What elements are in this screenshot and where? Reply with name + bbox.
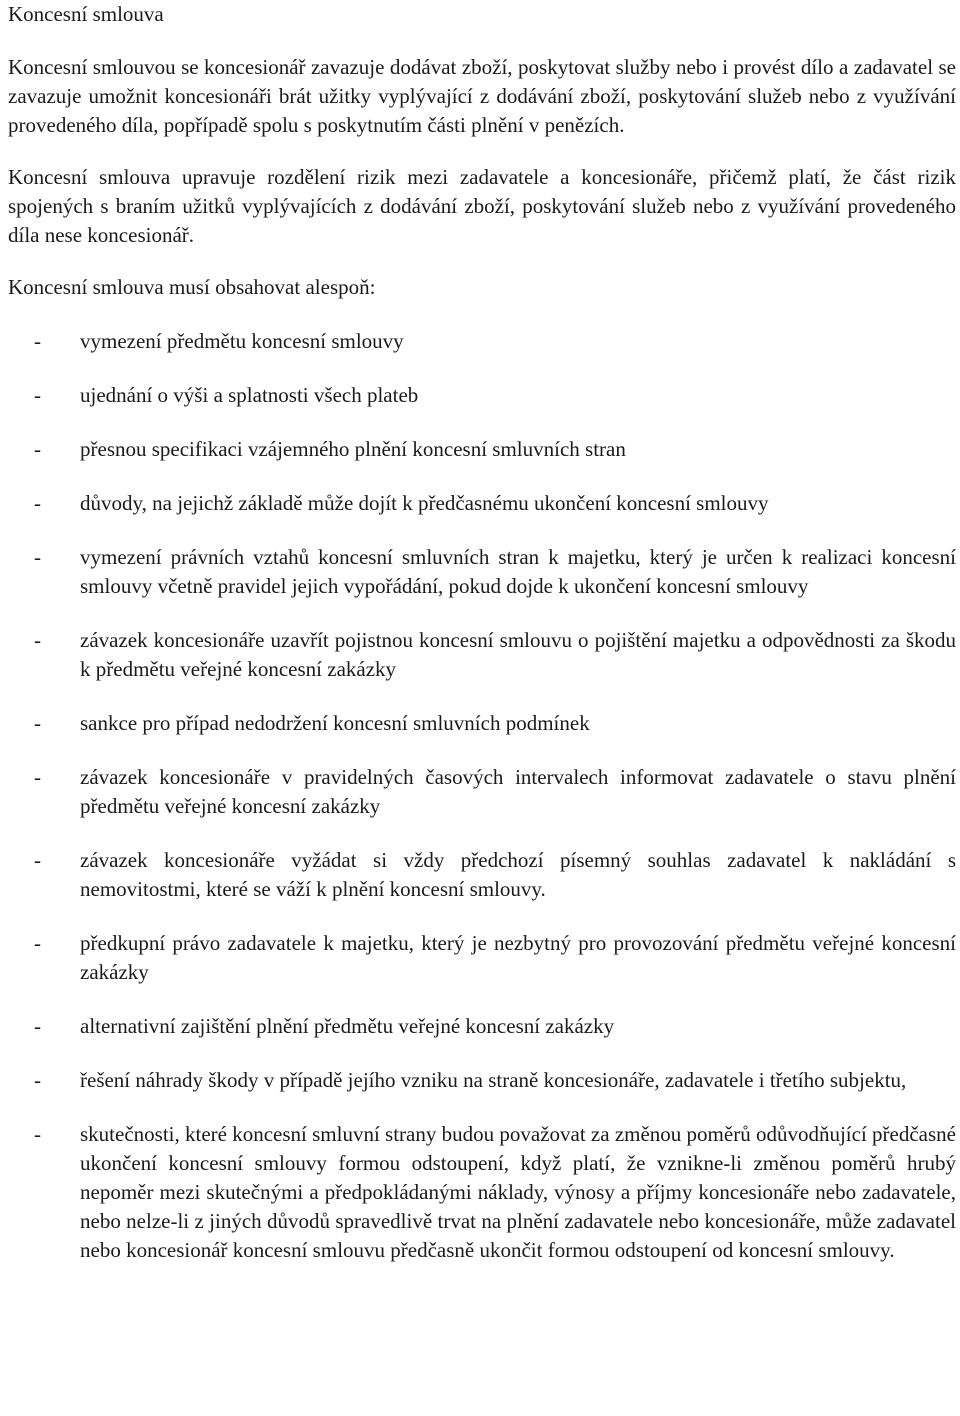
list-item-text: závazek koncesionáře v pravidelných časových intervalech informovat zadavatele o stavu plnění předmětu veřejné koncesní zakázky [80, 765, 956, 818]
list-dash: - [34, 628, 41, 652]
list-item-text: závazek koncesionáře vyžádat si vždy předchozí písemný souhlas zadavatel k nakládání s nemovitostmi, které se váží k plnění koncesní smlouvy. [80, 848, 956, 901]
list-item-text: řešení náhrady škody v případě jejího vzniku na straně koncesionáře, zadavatele i třetího subjektu, [80, 1068, 907, 1092]
document-page [8, 0, 956, 1290]
list-dash: - [34, 1014, 41, 1038]
list-item [8, 1120, 956, 1265]
list-item [8, 1066, 956, 1095]
list-dash: - [34, 848, 41, 872]
list-item [8, 709, 956, 738]
list-item [8, 489, 956, 518]
list-dash: - [34, 491, 41, 515]
list-item-text: skutečnosti, které koncesní smluvní strany budou považovat za změnou poměrů odůvodňující předčasné ukončení koncesní smlouvy formou odstoupení, když platí, že vznikne-li změnou poměrů hrubý nepoměr mezi skutečnými a předpokládanými náklady, výnosy a příjmy koncesionáře nebo zadavatele, nebo nelze-li z jiných důvodů spravedlivě trvat na plnění zadavatele nebo koncesionáře, může zadavatel nebo koncesionář koncesní smlouvu předčasně ukončit formou odstoupení od koncesní smlouvy. [80, 1122, 956, 1262]
list-item-text: vymezení právních vztahů koncesní smluvních stran k majetku, který je určen k realizaci koncesní smlouvy včetně pravidel jejich vypořádání, pokud dojde k ukončení koncesní smlouvy [80, 545, 956, 598]
list-dash: - [34, 1122, 41, 1146]
list-item-text: ujednání o výši a splatnosti všech plateb [80, 383, 419, 407]
list-item [8, 846, 956, 904]
list-dash: - [34, 711, 41, 735]
list-dash: - [34, 383, 41, 407]
document-title: Koncesní smlouva [8, 2, 164, 26]
list-item [8, 763, 956, 821]
list-dash: - [34, 765, 41, 789]
paragraph-definition: Koncesní smlouvou se koncesionář zavazuje dodávat zboží, poskytovat služby nebo i provést dílo a zadavatel se zavazuje umožnit koncesionáři brát užitky vyplývající z dodávání zboží, poskytování služeb nebo z využívání provedeného díla, popřípadě spolu s poskytnutím části plnění v penězích. [8, 55, 956, 137]
list-item [8, 543, 956, 601]
list-item [8, 929, 956, 987]
requirements-list [8, 327, 956, 1265]
list-dash: - [34, 545, 41, 569]
list-item-text: sankce pro případ nedodržení koncesní smluvních podmínek [80, 711, 590, 735]
list-dash: - [34, 329, 41, 353]
list-item [8, 626, 956, 684]
paragraph-risks: Koncesní smlouva upravuje rozdělení rizik mezi zadavatele a koncesionáře, přičemž platí, že část rizik spojených s braním užitků vyplývajících z dodávání zboží, poskytování služeb nebo z využívání provedeného díla nese koncesionář. [8, 165, 956, 247]
list-dash: - [34, 931, 41, 955]
list-dash: - [34, 437, 41, 461]
list-item-text: vymezení předmětu koncesní smlouvy [80, 329, 404, 353]
list-item [8, 327, 956, 356]
list-item-text: alternativní zajištění plnění předmětu veřejné koncesní zakázky [80, 1014, 615, 1038]
list-item [8, 381, 956, 410]
list-item [8, 435, 956, 464]
list-item-text: předkupní právo zadavatele k majetku, který je nezbytný pro provozování předmětu veřejné koncesní zakázky [80, 931, 956, 984]
list-item-text: závazek koncesionáře uzavřít pojistnou koncesní smlouvu o pojištění majetku a odpovědnosti za škodu k předmětu veřejné koncesní zakázky [80, 628, 956, 681]
list-item-text: přesnou specifikaci vzájemného plnění koncesní smluvních stran [80, 437, 626, 461]
list-item [8, 1012, 956, 1041]
list-item-text: důvody, na jejichž základě může dojít k předčasnému ukončení koncesní smlouvy [80, 491, 769, 515]
list-dash: - [34, 1068, 41, 1092]
paragraph-list-intro: Koncesní smlouva musí obsahovat alespoň: [8, 275, 376, 299]
